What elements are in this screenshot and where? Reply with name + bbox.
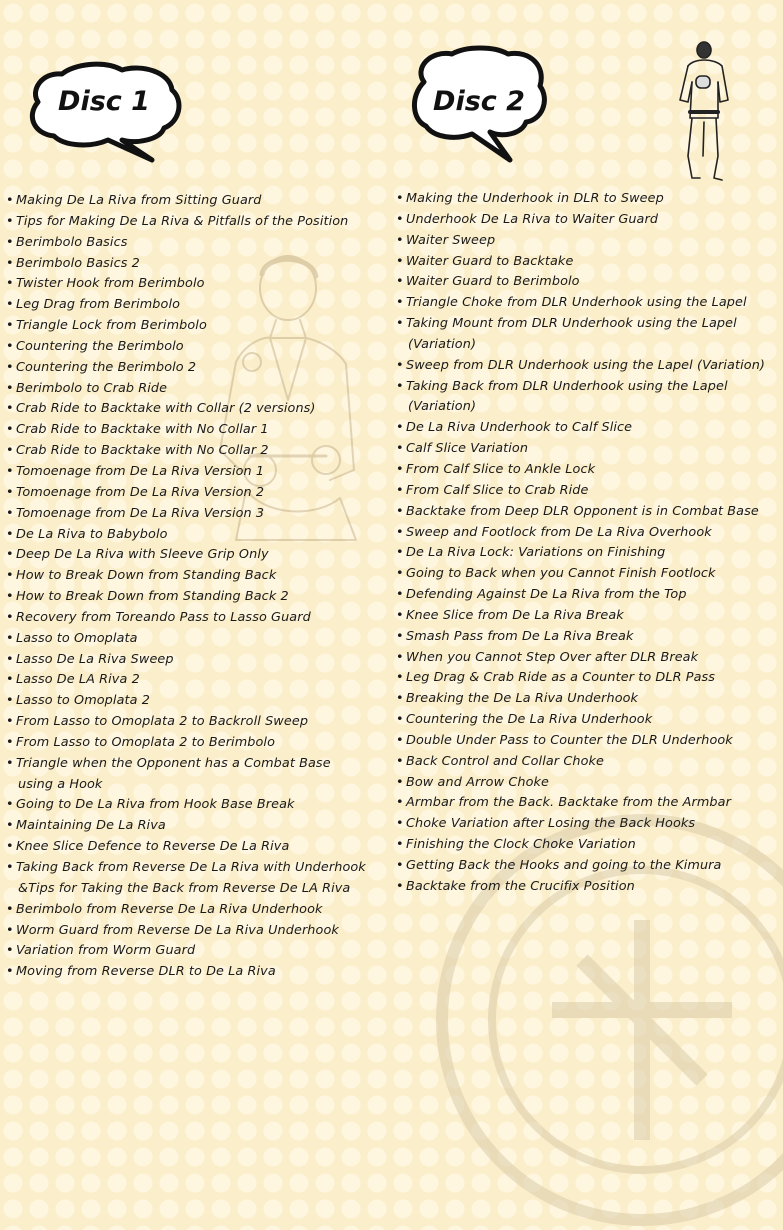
technique-title: Defending Against De La Riva from the Top xyxy=(406,587,687,603)
technique-item xyxy=(396,439,781,460)
disc1-technique-list xyxy=(6,191,386,983)
technique-title: Making De La Riva from Sitting Guard xyxy=(16,193,262,208)
technique-item xyxy=(6,525,386,546)
technique-item xyxy=(396,210,781,231)
technique-item xyxy=(396,627,781,648)
bullet-icon: • xyxy=(6,505,14,521)
technique-item xyxy=(6,316,386,337)
technique-title: Knee Slice Defence to Reverse De La Riva xyxy=(16,839,290,855)
bullet-icon: • xyxy=(6,443,14,459)
bullet-icon: • xyxy=(6,422,14,438)
bullet-icon: • xyxy=(6,463,14,479)
technique-title: Crab Ride to Backtake with No Collar 2 xyxy=(16,443,269,459)
technique-item xyxy=(6,441,386,462)
technique-item xyxy=(6,254,386,275)
technique-item xyxy=(396,668,781,689)
bullet-icon: • xyxy=(396,211,404,227)
technique-title: How to Break Down from Standing Back xyxy=(16,568,277,584)
technique-title: Smash Pass from De La Riva Break xyxy=(406,628,634,644)
technique-item xyxy=(396,752,781,773)
technique-title: Lasso to Omoplata xyxy=(16,630,138,646)
bullet-icon: • xyxy=(6,297,14,313)
technique-title: Making the Underhook in DLR to Sweep xyxy=(406,191,664,206)
technique-title: Waiter Guard to Backtake xyxy=(406,253,574,269)
technique-title: Backtake from Deep DLR Opponent is in Combat Base xyxy=(406,503,759,519)
technique-title: Triangle Choke from DLR Underhook using the Lapel xyxy=(406,295,747,311)
technique-item xyxy=(396,877,781,898)
technique-item xyxy=(396,793,781,814)
bullet-icon: • xyxy=(6,547,14,563)
technique-item xyxy=(396,731,781,752)
bullet-icon: • xyxy=(396,795,404,811)
bullet-icon: • xyxy=(6,672,14,688)
bullet-icon: • xyxy=(6,609,14,625)
technique-title: Knee Slice from De La Riva Break xyxy=(406,607,624,623)
technique-item xyxy=(396,606,781,627)
bullet-icon: • xyxy=(396,670,404,686)
technique-title: Recovery from Toreando Pass to Lasso Guard xyxy=(16,609,311,625)
bullet-icon: • xyxy=(396,607,404,623)
bjj-fighter-illustration xyxy=(666,38,736,184)
technique-title: Waiter Sweep xyxy=(406,232,496,248)
technique-title: Berimbolo to Crab Ride xyxy=(16,380,168,396)
technique-title: Crab Ride to Backtake with Collar (2 versions) xyxy=(16,401,316,417)
technique-title: Deep De La Riva with Sleeve Grip Only xyxy=(16,547,269,563)
technique-item xyxy=(396,856,781,877)
technique-item xyxy=(6,921,386,942)
technique-item xyxy=(396,272,781,293)
bullet-icon: • xyxy=(396,441,404,457)
bullet-icon: • xyxy=(6,901,14,917)
bullet-icon: • xyxy=(396,378,404,394)
technique-title: Taking Back from DLR Underhook using the Lapel xyxy=(406,378,728,394)
bullet-icon: • xyxy=(6,255,14,271)
technique-item xyxy=(396,293,781,314)
technique-title: Moving from Reverse DLR to De La Riva xyxy=(16,964,276,980)
technique-item xyxy=(6,629,386,650)
bullet-icon: • xyxy=(396,524,404,540)
bullet-icon: • xyxy=(396,774,404,790)
bullet-icon: • xyxy=(396,232,404,248)
technique-item xyxy=(396,543,781,564)
bullet-icon: • xyxy=(6,755,14,771)
technique-item xyxy=(396,564,781,585)
technique-item xyxy=(6,379,386,400)
technique-item xyxy=(396,648,781,669)
technique-title: Backtake from the Crucifix Position xyxy=(406,878,635,894)
technique-item xyxy=(6,712,386,733)
technique-title: Berimbolo Basics xyxy=(16,234,128,250)
technique-item xyxy=(6,650,386,671)
technique-item xyxy=(6,754,386,796)
bullet-icon: • xyxy=(6,193,14,208)
technique-item xyxy=(396,773,781,794)
technique-title: Lasso De LA Riva 2 xyxy=(16,672,140,688)
technique-item xyxy=(6,420,386,441)
technique-title: Double Under Pass to Counter the DLR Underhook xyxy=(406,732,733,748)
bullet-icon: • xyxy=(6,401,14,417)
bullet-icon: • xyxy=(396,732,404,748)
technique-title: Leg Drag & Crab Ride as a Counter to DLR Pass xyxy=(406,670,716,686)
bullet-icon: • xyxy=(396,858,404,873)
bullet-icon: • xyxy=(396,274,404,290)
technique-item xyxy=(6,295,386,316)
disc1-title-bubble xyxy=(24,60,184,168)
technique-item xyxy=(396,231,781,252)
technique-item xyxy=(6,191,386,212)
bullet-icon: • xyxy=(6,568,14,584)
bullet-icon: • xyxy=(396,691,404,707)
technique-title: Variation from Worm Guard xyxy=(16,943,196,959)
technique-title: Choke Variation after Losing the Back Hooks xyxy=(406,816,696,832)
bullet-icon: • xyxy=(396,420,404,436)
technique-title: Countering the De La Riva Underhook xyxy=(406,712,653,728)
bullet-icon: • xyxy=(6,359,14,375)
technique-title: Sweep from DLR Underhook using the Lapel (Variation) xyxy=(406,357,766,373)
bullet-icon: • xyxy=(6,213,14,229)
technique-item xyxy=(6,670,386,691)
bullet-icon: • xyxy=(6,234,14,250)
technique-title: Getting Back the Hooks and going to the Kimura xyxy=(406,858,722,873)
bullet-icon: • xyxy=(6,693,14,709)
technique-item xyxy=(396,418,781,439)
bullet-icon: • xyxy=(396,649,404,665)
technique-title-continuation: &Tips for Taking the Back from Reverse De LA Riva xyxy=(18,880,351,896)
bullet-icon: • xyxy=(396,753,404,769)
disc1-title: Disc 1 xyxy=(58,86,150,117)
bullet-icon: • xyxy=(6,651,14,667)
technique-title: Berimbolo Basics 2 xyxy=(16,255,140,271)
technique-title: Sweep and Footlock from De La Riva Overhook xyxy=(406,524,712,540)
technique-title: When you Cannot Step Over after DLR Break xyxy=(406,649,699,665)
technique-item xyxy=(396,189,781,210)
technique-title: Breaking the De La Riva Underhook xyxy=(406,691,639,707)
bullet-icon: • xyxy=(396,878,404,894)
bullet-icon: • xyxy=(396,503,404,519)
technique-item xyxy=(6,962,386,983)
bullet-icon: • xyxy=(6,964,14,980)
bullet-icon: • xyxy=(6,630,14,646)
bullet-icon: • xyxy=(396,461,404,477)
bullet-icon: • xyxy=(396,482,404,498)
technique-title: Countering the Berimbolo xyxy=(16,338,184,354)
technique-title: Waiter Guard to Berimbolo xyxy=(406,274,580,290)
technique-title: Armbar from the Back. Backtake from the Armbar xyxy=(406,795,731,811)
technique-title: Triangle when the Opponent has a Combat Base xyxy=(16,755,331,771)
technique-title: From Lasso to Omoplata 2 to Backroll Sweep xyxy=(16,714,309,730)
bullet-icon: • xyxy=(6,860,14,875)
bullet-icon: • xyxy=(396,357,404,373)
disc2-technique-list xyxy=(396,189,781,898)
technique-item xyxy=(6,691,386,712)
technique-title: Triangle Lock from Berimbolo xyxy=(16,318,207,334)
technique-title: Tips for Making De La Riva & Pitfalls of the Position xyxy=(16,213,349,229)
technique-item xyxy=(6,358,386,379)
technique-item xyxy=(396,814,781,835)
bullet-icon: • xyxy=(6,839,14,855)
technique-title: De La Riva Lock: Variations on Finishing xyxy=(406,545,666,561)
technique-item xyxy=(6,462,386,483)
technique-item xyxy=(6,233,386,254)
technique-title: Finishing the Clock Choke Variation xyxy=(406,837,636,853)
bullet-icon: • xyxy=(396,545,404,561)
technique-title: Crab Ride to Backtake with No Collar 1 xyxy=(16,422,269,438)
bullet-icon: • xyxy=(396,712,404,728)
technique-item xyxy=(6,504,386,525)
technique-item xyxy=(6,566,386,587)
technique-title: Back Control and Collar Choke xyxy=(406,753,604,769)
technique-item xyxy=(6,545,386,566)
technique-title: Countering the Berimbolo 2 xyxy=(16,359,197,375)
bullet-icon: • xyxy=(6,734,14,750)
technique-title: From Calf Slice to Crab Ride xyxy=(406,482,589,498)
technique-title-continuation: (Variation) xyxy=(408,399,477,415)
technique-title: Going to Back when you Cannot Finish Footlock xyxy=(406,566,716,582)
bullet-icon: • xyxy=(6,818,14,834)
technique-item xyxy=(6,587,386,608)
technique-title: How to Break Down from Standing Back 2 xyxy=(16,589,289,605)
technique-title: De La Riva Underhook to Calf Slice xyxy=(406,420,633,436)
bullet-icon: • xyxy=(6,526,14,542)
technique-item xyxy=(6,733,386,754)
technique-title: Twister Hook from Berimbolo xyxy=(16,276,205,292)
technique-title: Underhook De La Riva to Waiter Guard xyxy=(406,211,659,227)
technique-title: Leg Drag from Berimbolo xyxy=(16,297,181,313)
bullet-icon: • xyxy=(6,318,14,334)
technique-item xyxy=(396,377,781,419)
technique-item xyxy=(396,460,781,481)
technique-item xyxy=(396,523,781,544)
technique-title: From Calf Slice to Ankle Lock xyxy=(406,461,596,477)
bullet-icon: • xyxy=(396,587,404,603)
bullet-icon: • xyxy=(396,566,404,582)
technique-item xyxy=(396,835,781,856)
bullet-icon: • xyxy=(6,943,14,959)
technique-title: Bow and Arrow Choke xyxy=(406,774,549,790)
bullet-icon: • xyxy=(396,316,404,332)
technique-title: Lasso De La Riva Sweep xyxy=(16,651,174,667)
technique-title-continuation: using a Hook xyxy=(18,776,103,792)
technique-item xyxy=(396,502,781,523)
technique-item xyxy=(6,399,386,420)
technique-item xyxy=(6,941,386,962)
bullet-icon: • xyxy=(396,837,404,853)
technique-item xyxy=(6,608,386,629)
bullet-icon: • xyxy=(396,816,404,832)
technique-item xyxy=(6,900,386,921)
technique-title: Taking Back from Reverse De La Riva with Underhook xyxy=(16,860,366,875)
bullet-icon: • xyxy=(6,797,14,813)
bullet-icon: • xyxy=(396,295,404,311)
technique-title: De La Riva to Babybolo xyxy=(16,526,168,542)
technique-item xyxy=(396,356,781,377)
bullet-icon: • xyxy=(6,714,14,730)
technique-item xyxy=(396,481,781,502)
technique-item xyxy=(6,274,386,295)
technique-item xyxy=(396,585,781,606)
technique-item xyxy=(6,795,386,816)
technique-item xyxy=(6,483,386,504)
technique-item xyxy=(396,689,781,710)
technique-title: From Lasso to Omoplata 2 to Berimbolo xyxy=(16,734,276,750)
disc2-title: Disc 2 xyxy=(433,86,525,117)
technique-title: Tomoenage from De La Riva Version 2 xyxy=(16,484,265,500)
bullet-icon: • xyxy=(396,253,404,269)
technique-item xyxy=(6,837,386,858)
technique-item xyxy=(396,314,781,356)
technique-title: Calf Slice Variation xyxy=(406,441,529,457)
bullet-icon: • xyxy=(6,380,14,396)
bullet-icon: • xyxy=(396,191,404,206)
technique-item xyxy=(396,710,781,731)
technique-title: Taking Mount from DLR Underhook using the Lapel xyxy=(406,316,737,332)
technique-item xyxy=(6,858,386,900)
bullet-icon: • xyxy=(6,922,14,938)
technique-title: Maintaining De La Riva xyxy=(16,818,166,834)
bullet-icon: • xyxy=(6,589,14,605)
technique-title: Tomoenage from De La Riva Version 3 xyxy=(16,505,265,521)
bullet-icon: • xyxy=(6,276,14,292)
disc2-title-bubble xyxy=(410,44,548,164)
technique-item xyxy=(6,337,386,358)
technique-title: Tomoenage from De La Riva Version 1 xyxy=(16,463,265,479)
technique-title-continuation: (Variation) xyxy=(408,336,477,352)
technique-title: Worm Guard from Reverse De La Riva Underhook xyxy=(16,922,339,938)
bullet-icon: • xyxy=(396,628,404,644)
technique-item xyxy=(6,816,386,837)
bullet-icon: • xyxy=(6,484,14,500)
technique-title: Going to De La Riva from Hook Base Break xyxy=(16,797,295,813)
technique-title: Berimbolo from Reverse De La Riva Underhook xyxy=(16,901,323,917)
technique-item xyxy=(6,212,386,233)
technique-item xyxy=(396,252,781,273)
technique-title: Lasso to Omoplata 2 xyxy=(16,693,150,709)
bullet-icon: • xyxy=(6,338,14,354)
